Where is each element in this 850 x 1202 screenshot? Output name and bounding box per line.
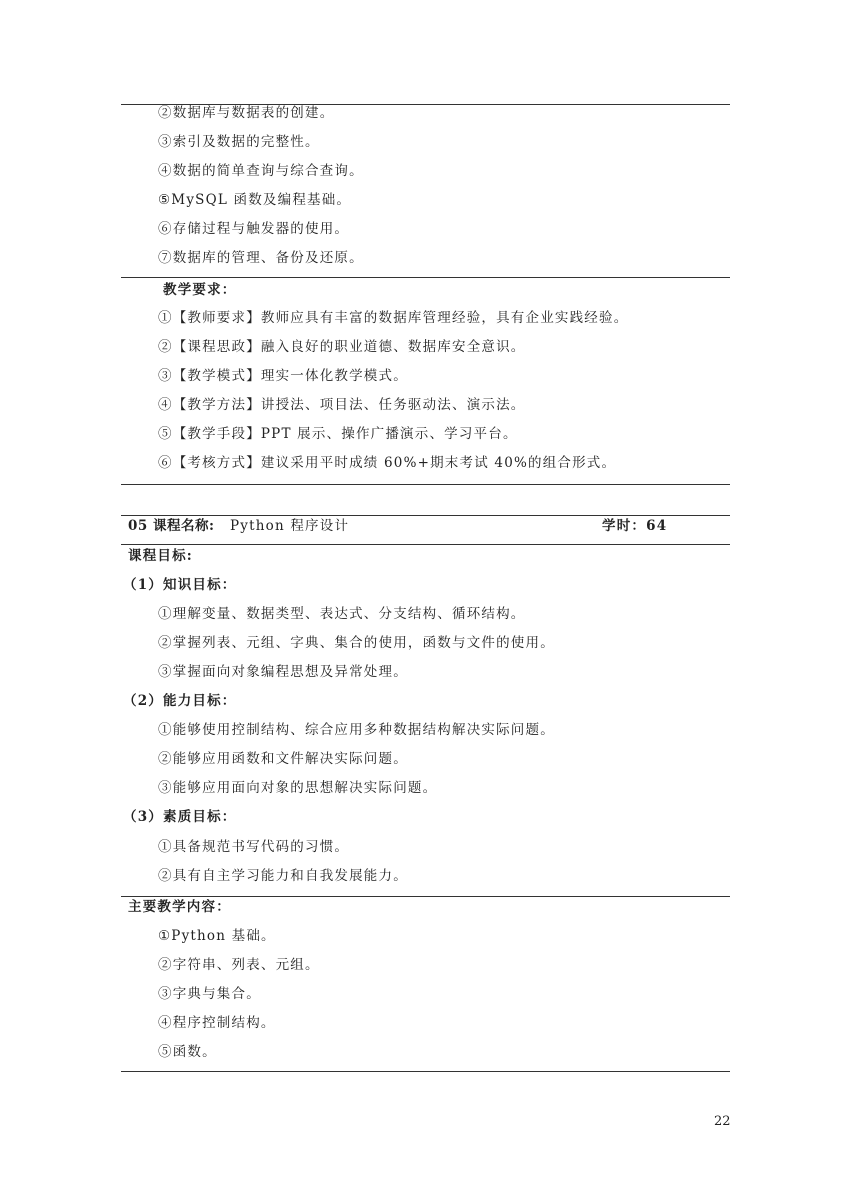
page-number: 22 xyxy=(714,1114,731,1129)
list-item: ⑦数据库的管理、备份及还原。 xyxy=(158,250,364,266)
list-item: ⑤函数。 xyxy=(158,1044,217,1060)
list-item: ②具有自主学习能力和自我发展能力。 xyxy=(158,868,408,884)
list-item: ⑥存储过程与触发器的使用。 xyxy=(158,221,350,237)
list-item: ②能够应用函数和文件解决实际问题。 xyxy=(158,751,408,767)
list-item: ①Python 基础。 xyxy=(158,928,276,944)
requirement-item: ⑥【考核方式】建议采用平时成绩 60%+期末考试 40%的组合形式。 xyxy=(158,455,617,471)
requirement-item: ④【教学方法】讲授法、项目法、任务驱动法、演示法。 xyxy=(158,397,526,413)
course-header-bottom-rule xyxy=(121,544,730,545)
content-divider xyxy=(121,896,730,897)
teaching-requirements-heading: 教学要求： xyxy=(163,282,237,298)
list-item: ①能够使用控制结构、综合应用多种数据结构解决实际问题。 xyxy=(158,722,555,738)
list-item: ①理解变量、数据类型、表达式、分支结构、循环结构。 xyxy=(158,606,526,622)
list-item: ②数据库与数据表的创建。 xyxy=(158,105,335,121)
list-item: ②掌握列表、元组、字典、集合的使用，函数与文件的使用。 xyxy=(158,635,555,651)
list-item: ③字典与集合。 xyxy=(158,986,261,1002)
block-end-rule xyxy=(121,484,730,485)
ability-objectives-heading: （2）能力目标： xyxy=(123,693,237,709)
requirement-item: ③【教学模式】理实一体化教学模式。 xyxy=(158,368,408,384)
main-content-heading: 主要教学内容： xyxy=(128,899,231,915)
list-item: ④程序控制结构。 xyxy=(158,1015,276,1031)
bottom-rule xyxy=(121,1071,730,1072)
list-item: ②字符串、列表、元组。 xyxy=(158,957,320,973)
list-item: ④数据的简单查询与综合查询。 xyxy=(158,163,364,179)
course-header-top-rule xyxy=(121,515,730,516)
section-divider xyxy=(121,277,730,278)
course-name-value: Python 程序设计 xyxy=(230,518,350,534)
course-objectives-heading: 课程目标: xyxy=(128,548,193,564)
quality-objectives-heading: （3）素质目标： xyxy=(123,809,237,825)
course-hours: 学时：64 xyxy=(602,518,668,534)
course-name-label: 05 课程名称: xyxy=(128,518,215,534)
requirement-item: ⑤【教学手段】PPT 展示、操作广播演示、学习平台。 xyxy=(158,426,518,442)
knowledge-objectives-heading: （1）知识目标： xyxy=(123,577,237,593)
list-item: ③掌握面向对象编程思想及异常处理。 xyxy=(158,664,408,680)
list-item: ③索引及数据的完整性。 xyxy=(158,134,320,150)
list-item: ③能够应用面向对象的思想解决实际问题。 xyxy=(158,780,438,796)
requirement-item: ①【教师要求】教师应具有丰富的数据库管理经验，具有企业实践经验。 xyxy=(158,310,629,326)
list-item: ⑤MySQL 函数及编程基础。 xyxy=(158,192,352,208)
list-item: ①具备规范书写代码的习惯。 xyxy=(158,839,350,855)
requirement-item: ②【课程思政】融入良好的职业道德、数据库安全意识。 xyxy=(158,339,526,355)
